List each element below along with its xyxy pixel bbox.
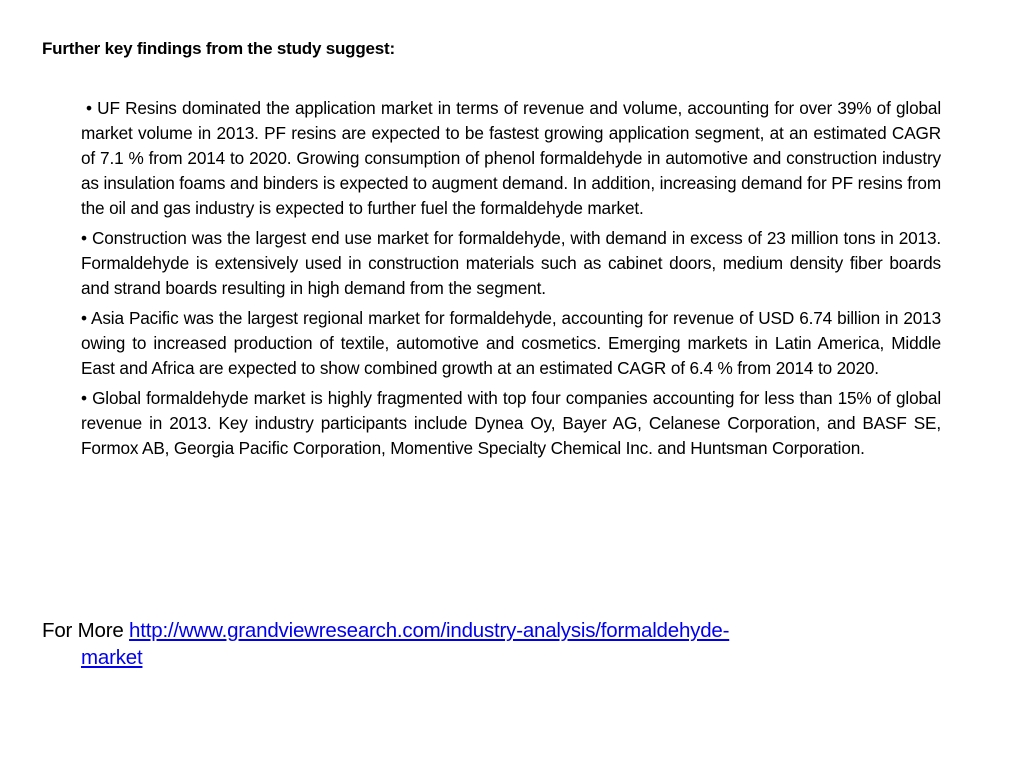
source-link-line-2[interactable]: market — [81, 646, 143, 669]
source-link-line-1[interactable]: http://www.grandviewresearch.com/industry-analysis/formaldehyde- — [129, 619, 730, 642]
findings-list — [81, 96, 941, 466]
for-more-line — [42, 617, 942, 671]
for-more-label: For More — [42, 619, 130, 642]
finding-construction: • Construction was the largest end use market for formaldehyde, with demand in excess of 23 million tons in 2013. Formaldehyde is extensively used in construction materials such as cabinet doors, medium density fiber boards and strand boards resulting in high demand from the segment. — [81, 228, 941, 298]
finding-uf-resins: • UF Resins dominated the application market in terms of revenue and volume, accounting for over 39% of global market volume in 2013. PF resins are expected to be fastest growing application segment, at an estimated CAGR of 7.1 % from 2014 to 2020. Growing consumption of phenol formaldehyde in automotive and construction industry as insulation foams and binders is expected to augment demand. In addition, increasing demand for PF resins from the oil and gas industry is expected to further fuel the formaldehyde market. — [81, 98, 941, 218]
source-link[interactable] — [129, 619, 729, 642]
source-link-wrap — [42, 646, 142, 669]
finding-market-fragmentation: • Global formaldehyde market is highly fragmented with top four companies accounting for less than 15% of global revenue in 2013. Key industry participants include Dynea Oy, Bayer AG, Celanese Corporation, and BASF SE, Formox AB, Georgia Pacific Corporation, Momentive Specialty Chemical Inc. and Huntsman Corporation. — [81, 388, 941, 458]
finding-asia-pacific: • Asia Pacific was the largest regional market for formaldehyde, accounting for revenue of USD 6.74 billion in 2013 owing to increased production of textile, automotive and cosmetics. Emerging markets in Latin America, Middle East and Africa are expected to show combined growth at an estimated CAGR of 6.4 % from 2014 to 2020. — [81, 308, 941, 378]
findings-heading: Further key findings from the study suggest: — [42, 39, 395, 58]
source-link-continued[interactable] — [81, 646, 142, 669]
